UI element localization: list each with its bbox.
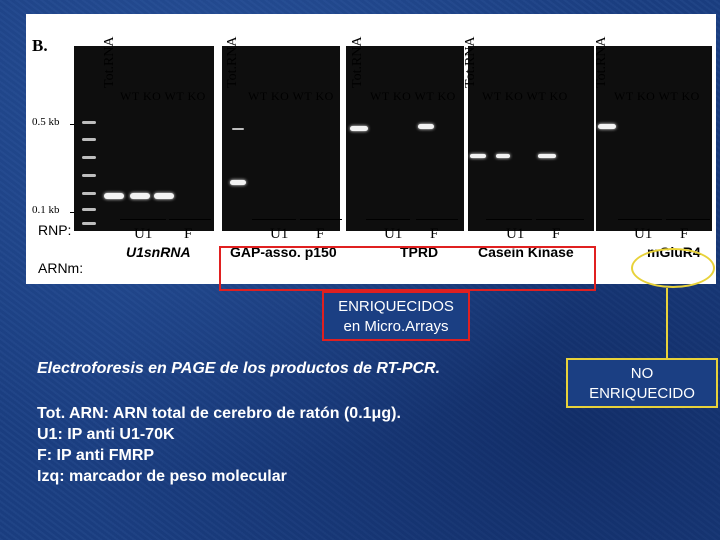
gel-u1snrna (74, 46, 214, 231)
ip-u1-3: U1 (384, 226, 403, 242)
marker-0-1kb: 0.1 kb (32, 204, 60, 216)
not-enriched-connector (666, 288, 668, 358)
rnp-label: RNP: (38, 222, 72, 238)
enriched-line-1: ENRIQUECIDOS (338, 298, 454, 315)
gene-tprd: TPRD (400, 244, 439, 260)
ip-f-4: F (552, 226, 561, 242)
not-enriched-ellipse (631, 248, 715, 288)
lane-header-wtko-1: WT KO WT KO (120, 89, 206, 103)
gene-mglur4: mGluR4 (647, 244, 701, 260)
ip-f-3: F (430, 226, 439, 242)
ip-u1-5: U1 (634, 226, 653, 242)
ip-u1-2: U1 (270, 226, 289, 242)
legend-line-tot-arn: Tot. ARN: ARN total de cerebro de ratón (0.1μg). (37, 405, 401, 422)
lane-header-totrna-2: Tot.RNA (225, 36, 240, 88)
lane-header-wtko-3: WT KO WT KO (370, 89, 456, 103)
not-enriched-callout (566, 358, 718, 408)
ip-f-1: F (184, 226, 193, 242)
lane-header-wtko-5: WT KO WT KO (614, 89, 700, 103)
enriched-highlight-box (219, 246, 596, 291)
not-enriched-line-1: NO (630, 365, 654, 382)
gel-mglur4 (596, 46, 712, 231)
lane-header-totrna-3: Tot.RNA (350, 36, 365, 88)
lane-header-totrna-1: Tot.RNA (102, 36, 117, 88)
figure-caption: Electroforesis en PAGE de los productos de RT-PCR. (37, 360, 441, 377)
enriched-line-2: en Micro.Arrays (343, 318, 449, 335)
lane-header-totrna-5: Tot.RNA (594, 36, 609, 88)
lane-header-totrna-4: Tot.RNA (463, 36, 478, 88)
ip-f-5: F (680, 226, 689, 242)
lane-header-wtko-2: WT KO WT KO (248, 89, 334, 103)
not-enriched-line-2: ENRIQUECIDO (589, 385, 695, 402)
lane-header-wtko-4: WT KO WT KO (482, 89, 568, 103)
ip-f-2: F (316, 226, 325, 242)
gel-casein-kinase (468, 46, 594, 231)
enriched-callout (322, 291, 470, 341)
ip-u1-1: U1 (134, 226, 153, 242)
arnm-label: ARNm: (38, 260, 84, 276)
gene-gap-p150: GAP-asso. p150 (230, 244, 337, 260)
legend-line-f: F: IP anti FMRP (37, 447, 155, 464)
gene-casein-kinase: Casein Kinase (478, 244, 574, 260)
gene-u1snrna: U1snRNA (126, 244, 191, 260)
legend-line-u1: U1: IP anti U1-70K (37, 426, 175, 443)
figure-label: B. (32, 36, 48, 55)
legend-line-izq: Izq: marcador de peso molecular (37, 468, 287, 485)
marker-0-5kb: 0.5 kb (32, 116, 60, 128)
ip-u1-4: U1 (506, 226, 525, 242)
